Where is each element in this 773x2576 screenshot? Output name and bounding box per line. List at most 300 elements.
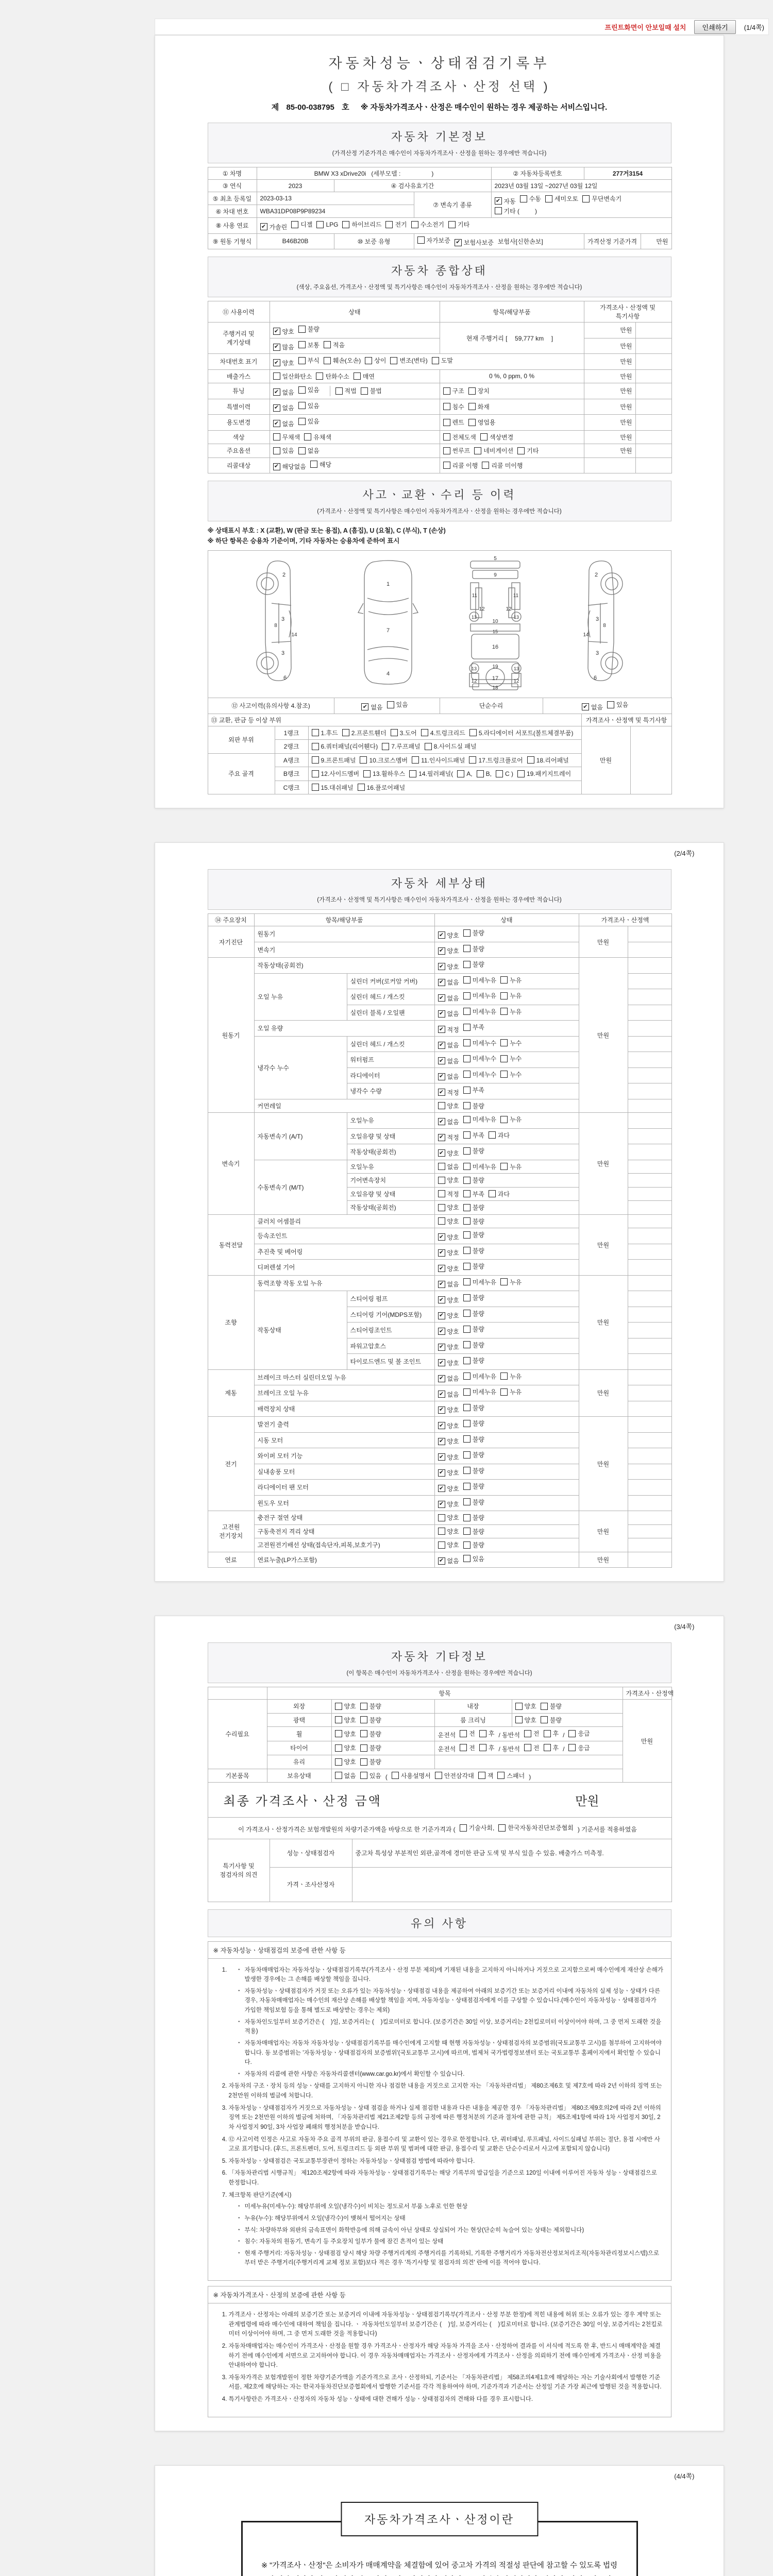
checkbox[interactable] [500, 1372, 522, 1381]
checkbox-label: 자동 [503, 197, 516, 205]
checkbox[interactable] [417, 236, 450, 245]
checkbox[interactable] [298, 401, 320, 410]
checkbox[interactable] [358, 783, 406, 792]
checkbox[interactable] [463, 1356, 484, 1365]
checkbox[interactable] [463, 1435, 484, 1444]
checkbox-checked[interactable] [273, 388, 294, 397]
checkbox[interactable] [354, 372, 375, 381]
checkbox-checked[interactable] [438, 1421, 459, 1430]
car-name-value: BMW X3 xDrive20i (세부모델 : ) [257, 167, 491, 180]
checkbox[interactable] [443, 461, 478, 470]
checkbox-checked[interactable] [438, 1359, 459, 1367]
checkbox[interactable] [298, 356, 320, 365]
checkbox[interactable] [409, 769, 453, 778]
checkbox-checked[interactable] [455, 238, 494, 247]
checkbox-checked[interactable] [438, 1296, 459, 1304]
checkbox-label: 불량 [369, 1730, 381, 1738]
checkbox[interactable] [500, 991, 522, 1000]
note-item [229, 2191, 664, 2268]
checkbox[interactable] [497, 1771, 525, 1780]
checkbox-icon [335, 1772, 342, 1779]
final-price-row [208, 1783, 671, 1818]
checkbox[interactable] [500, 1162, 522, 1171]
checkbox[interactable] [463, 1482, 484, 1490]
checkbox[interactable] [335, 1743, 356, 1752]
checkbox[interactable] [425, 742, 477, 751]
checkbox[interactable] [463, 1007, 496, 1016]
panel-8-left: 8 [274, 623, 277, 629]
checkbox[interactable] [517, 446, 539, 455]
checkbox-checked[interactable] [438, 1484, 459, 1493]
checkbox[interactable] [460, 1729, 475, 1738]
checkbox[interactable] [568, 1743, 590, 1752]
checkbox-label: 불량 [472, 1294, 484, 1301]
panel-7-roof: 7 [386, 628, 390, 634]
checkbox[interactable] [298, 341, 320, 349]
sub-item: 파워고압호스 [347, 1338, 434, 1354]
checkbox[interactable] [463, 1278, 496, 1286]
checkbox[interactable] [438, 1101, 459, 1110]
checkbox[interactable] [382, 742, 420, 751]
checkbox[interactable] [463, 1230, 484, 1239]
checkbox-checked[interactable] [438, 1009, 459, 1018]
checkbox-label: 전 [469, 1744, 475, 1752]
checkbox[interactable] [545, 194, 578, 203]
checkbox[interactable] [463, 1086, 484, 1094]
special-history-price: 만원 [584, 399, 635, 415]
checkbox[interactable] [360, 1743, 381, 1752]
checkbox[interactable] [360, 1730, 381, 1738]
checkbox[interactable] [312, 756, 356, 765]
checkbox-label: 일산화탄소 [282, 372, 312, 380]
checkbox-checked[interactable] [438, 994, 459, 1003]
checkbox-label: 후 [552, 1730, 559, 1737]
checkbox-checked[interactable] [438, 1468, 459, 1477]
checkbox[interactable] [411, 220, 444, 229]
checkbox[interactable] [495, 207, 537, 215]
checkbox[interactable] [463, 944, 484, 953]
checkbox[interactable] [463, 1246, 484, 1255]
checkbox[interactable] [335, 386, 357, 395]
checkbox[interactable] [335, 1771, 356, 1780]
print-button[interactable]: 인쇄하기 [694, 20, 735, 34]
checkbox[interactable] [463, 1325, 484, 1333]
checkbox[interactable] [463, 1554, 484, 1563]
note-item: 3. 자동차성능ㆍ상태점검자가 거짓으로 자동차성능ㆍ상태 점검을 하거나 실제 점검한 내용과 다른 내용을 제공한 경우 「자동차관리법」 제80조제9호의2에 따라 2년 이하의 징역 또는 2천만원 이하의 벌금에 처하며, 「자동차관리법 제21조제2항 등의 규정에 따른 행정처분의 기준과 절차에 관한 규칙」 제5조제1항에 따라 1차 사업정지 30일, 2차 사업정지 90일, 3차 사업장 폐쇄의 행정처분을 받습니다. [229, 2104, 664, 2132]
checkbox-checked[interactable] [438, 1088, 459, 1097]
checkbox[interactable] [489, 1190, 510, 1198]
checkbox-checked[interactable] [438, 1041, 459, 1049]
checkbox-icon [500, 976, 508, 984]
checkbox[interactable] [582, 194, 621, 203]
checkbox[interactable] [463, 1419, 484, 1428]
checkbox[interactable] [438, 1527, 459, 1536]
checkbox-checked[interactable] [438, 1264, 459, 1273]
checkbox-label: 양호 [447, 1359, 459, 1367]
checkbox-label: 장치 [477, 387, 490, 395]
notes-cell [628, 1552, 671, 1568]
top-margin [0, 0, 773, 19]
checkbox[interactable] [335, 1730, 356, 1738]
checkbox-label: 수소전기 [420, 221, 445, 228]
checkbox[interactable] [460, 1743, 475, 1752]
checkbox[interactable] [477, 770, 492, 777]
checkbox[interactable] [298, 385, 320, 394]
checkbox-checked[interactable] [438, 1500, 459, 1509]
item: 시동 모터 [254, 1432, 434, 1448]
exchange-parts-header: ⑬ 교환, 판금 등 이상 부위 [208, 714, 581, 726]
checkbox[interactable] [312, 728, 338, 737]
checkbox-label: 렌트 [452, 419, 464, 426]
checkbox-label: 불량 [472, 1147, 484, 1155]
sub-item: 실린더 블록 / 오일팬 [347, 1005, 434, 1021]
checkbox-label: 7.루프패널 [391, 743, 421, 750]
checkbox-icon [463, 1247, 470, 1254]
checkbox[interactable] [489, 1131, 510, 1140]
checkbox[interactable] [463, 991, 496, 1000]
checkbox-label: 양호 [447, 1249, 459, 1257]
checkbox[interactable] [541, 1702, 562, 1710]
checkbox[interactable] [463, 1176, 484, 1184]
checkbox-checked[interactable] [438, 1437, 459, 1446]
checkbox[interactable] [438, 1217, 459, 1226]
checkbox[interactable] [479, 1743, 495, 1752]
checkbox-label: 불량 [369, 1716, 381, 1724]
checkbox-label: 양호 [447, 1406, 459, 1414]
checkbox-icon [463, 1231, 470, 1239]
checkbox[interactable] [312, 769, 360, 778]
checkbox[interactable] [496, 770, 513, 777]
checkbox[interactable] [273, 433, 300, 442]
checkbox[interactable] [463, 1387, 496, 1396]
checkbox[interactable] [468, 386, 490, 395]
checkbox[interactable] [463, 1039, 496, 1047]
checkbox[interactable] [469, 728, 574, 737]
checkbox-label: 없음 [307, 447, 320, 454]
checkbox[interactable] [515, 1702, 536, 1710]
checkbox-checked[interactable] [438, 1057, 459, 1065]
checkbox[interactable] [324, 356, 361, 365]
checkbox-label: 16.플로어패널 [366, 784, 406, 791]
checkbox[interactable] [273, 446, 294, 455]
checkbox[interactable] [463, 1450, 484, 1459]
checkbox-icon [463, 1024, 470, 1031]
checkbox[interactable] [335, 1702, 356, 1710]
checkbox[interactable] [335, 1716, 356, 1724]
checkbox-label: 불량 [472, 1541, 484, 1549]
checkbox[interactable] [500, 1278, 522, 1286]
checkbox[interactable] [463, 1540, 484, 1549]
checkbox-checked[interactable] [273, 403, 294, 412]
checkbox-checked[interactable] [438, 1453, 459, 1462]
recall-state [270, 457, 440, 473]
checkbox-icon [432, 357, 439, 364]
checkbox[interactable] [463, 1115, 496, 1124]
checkbox[interactable] [360, 756, 408, 765]
checkbox-checked[interactable] [438, 1390, 459, 1399]
checkbox[interactable] [463, 1023, 484, 1031]
checkbox[interactable] [568, 1729, 590, 1738]
checkbox-icon [463, 1163, 470, 1170]
checkbox-checked[interactable] [273, 359, 294, 367]
checkbox[interactable] [460, 1823, 495, 1832]
note-item: 6. 「자동차관리법 시행규칙」 제120조제2항에 따라 자동차성능ㆍ상태점검기록부는 해당 기록부의 발급일을 기준으로 120일 이내에 이루어진 자동차 성능ㆍ상태점검으로 한정합니다. [229, 2168, 664, 2188]
checkbox[interactable] [463, 928, 484, 937]
checkbox[interactable] [463, 1309, 484, 1318]
checkbox[interactable] [360, 1716, 381, 1724]
checkbox-checked[interactable] [438, 1025, 459, 1034]
checkbox-label: 응급 [578, 1744, 590, 1752]
checkbox[interactable] [463, 1403, 484, 1412]
note-item: 3. 자동차가격은 보험개발원이 정한 차량기준가액을 기준가격으로 조사ㆍ산정하되, 기준서는 「자동차관리법」 제58조의4제1호에 해당하는 자는 기술사회에서 발행한 기준서를, 제2호에 해당하는 자는 한국자동차진단보증협회에서 발행한 기준서를 각각 적용하여야 하며, 기준가격과 기준서는 산정일 기준 가장 최근에 발행된 것을 적용합니다. [229, 2373, 664, 2392]
checkbox[interactable] [316, 221, 338, 228]
panel-11a: 11 [472, 593, 477, 599]
checkbox[interactable] [443, 446, 470, 455]
checkbox[interactable] [392, 1771, 431, 1780]
checkbox[interactable] [391, 728, 417, 737]
checkbox[interactable] [360, 1702, 381, 1710]
checkbox-icon [468, 387, 476, 395]
checkbox-checked[interactable] [273, 327, 294, 336]
checkbox[interactable] [463, 1054, 496, 1063]
checkbox[interactable] [291, 220, 312, 229]
checkbox[interactable] [500, 1054, 522, 1063]
checkbox-checked[interactable] [273, 419, 294, 428]
checkbox-icon [438, 1217, 445, 1225]
checkbox-icon: ✔ [273, 328, 280, 335]
checkbox[interactable] [298, 325, 320, 333]
checkbox[interactable] [360, 1757, 381, 1766]
checkbox[interactable] [342, 728, 386, 737]
checkbox[interactable] [312, 783, 354, 792]
state [434, 1538, 579, 1552]
checkbox[interactable] [463, 1498, 484, 1506]
inline-text: ] [551, 334, 553, 342]
checkbox[interactable] [515, 1716, 536, 1724]
checkbox[interactable] [421, 728, 465, 737]
checkbox-label: 양호 [447, 1514, 459, 1521]
checkbox[interactable] [544, 1743, 559, 1752]
checkbox[interactable] [412, 756, 465, 765]
checkbox-label: 후 [552, 1744, 559, 1752]
panel-9: 9 [493, 572, 497, 578]
checkbox-icon [411, 221, 418, 228]
rank2-label: 2랭크 [275, 740, 308, 754]
checkbox-label: 불량 [472, 1217, 484, 1225]
checkbox[interactable] [324, 341, 345, 349]
checkbox[interactable] [438, 1190, 459, 1198]
checkbox-icon [312, 784, 319, 791]
checkbox[interactable] [463, 1146, 484, 1155]
checkbox-checked[interactable] [438, 1248, 459, 1257]
checkbox[interactable] [438, 1203, 459, 1212]
checkbox[interactable] [463, 1341, 484, 1349]
checkbox[interactable] [498, 1823, 574, 1832]
checkbox[interactable] [443, 402, 464, 411]
checkbox[interactable] [387, 700, 408, 709]
checkbox[interactable] [316, 372, 349, 381]
checkbox[interactable] [438, 1513, 459, 1522]
checkbox[interactable] [443, 386, 464, 395]
checkbox[interactable] [438, 1162, 459, 1171]
checkbox-checked[interactable] [438, 1343, 459, 1351]
checkbox-label: 9.프론트패널 [321, 756, 356, 764]
checkbox[interactable] [500, 1039, 522, 1047]
checkbox-checked[interactable] [438, 1072, 459, 1081]
checkbox[interactable] [365, 356, 386, 365]
checkbox[interactable] [482, 461, 523, 470]
checkbox[interactable] [463, 1527, 484, 1536]
checkbox[interactable] [463, 1293, 484, 1302]
checkbox[interactable] [360, 1771, 381, 1780]
checkbox[interactable] [520, 194, 541, 203]
checkbox-checked[interactable] [260, 223, 288, 231]
checkbox[interactable] [544, 1729, 559, 1738]
checkbox-icon [298, 326, 306, 333]
checkbox[interactable] [390, 356, 427, 365]
checkbox[interactable] [361, 386, 382, 395]
checkbox-icon [468, 419, 476, 426]
checkbox[interactable] [385, 220, 407, 229]
checkbox[interactable] [527, 756, 569, 765]
checkbox-checked[interactable] [438, 946, 459, 955]
checkbox-checked[interactable] [582, 703, 603, 711]
checkbox-checked[interactable] [438, 1556, 459, 1565]
checkbox-checked[interactable] [438, 1133, 459, 1142]
checkbox[interactable] [298, 417, 320, 426]
checkbox-checked[interactable] [438, 1117, 459, 1126]
checkbox-checked[interactable] [438, 1149, 459, 1158]
wheel-state [331, 1727, 434, 1741]
checkbox-checked[interactable] [438, 1233, 459, 1242]
checkbox-checked[interactable] [273, 462, 306, 471]
checkbox[interactable] [474, 446, 513, 455]
checkbox[interactable] [463, 1070, 496, 1079]
checkbox-checked[interactable] [438, 1311, 459, 1320]
checkbox-icon [500, 1071, 508, 1078]
checkbox-checked[interactable] [438, 1280, 459, 1289]
checkbox[interactable] [363, 769, 405, 778]
checkbox-checked[interactable] [438, 1374, 459, 1383]
checkbox[interactable] [517, 769, 571, 778]
checkbox[interactable] [438, 1176, 459, 1184]
checkbox-checked[interactable] [438, 1405, 459, 1414]
checkbox[interactable] [463, 1101, 484, 1110]
checkbox-icon [298, 402, 306, 409]
checkbox[interactable] [448, 220, 469, 229]
checkbox-label: 불량 [369, 1758, 381, 1766]
checkbox[interactable] [304, 433, 331, 442]
state [434, 1338, 579, 1354]
checkbox[interactable] [463, 1190, 484, 1198]
checkbox[interactable] [500, 1070, 522, 1079]
checkbox[interactable] [432, 356, 453, 365]
checkbox-checked[interactable] [495, 197, 516, 206]
checkbox-label: 없음 [447, 1118, 459, 1126]
checkbox[interactable] [463, 1372, 496, 1381]
state [434, 1417, 579, 1433]
checkbox-label: 13.휠하우스 [373, 770, 406, 777]
checkbox-label: 불량 [472, 1498, 484, 1506]
checkbox[interactable] [457, 770, 472, 777]
checkbox[interactable] [468, 402, 490, 411]
checkbox[interactable] [480, 433, 513, 442]
checkbox-checked[interactable] [438, 1327, 459, 1336]
checkbox[interactable] [438, 1540, 459, 1549]
checkbox[interactable] [443, 433, 476, 442]
checkbox-icon [463, 1039, 470, 1046]
checkbox[interactable] [463, 1466, 484, 1475]
checkbox[interactable] [342, 220, 381, 229]
checkbox-label: 불량 [472, 1204, 484, 1211]
checkbox[interactable] [541, 1716, 562, 1724]
checkbox-label: 변조(변타) [399, 357, 428, 364]
price-header: 가격조사ㆍ산정액 [579, 914, 671, 926]
checkbox[interactable] [463, 960, 484, 969]
checkbox[interactable] [463, 1203, 484, 1212]
checkbox[interactable] [310, 460, 331, 469]
checkbox-checked[interactable] [438, 978, 459, 987]
notes-cell [628, 1187, 671, 1201]
checkbox-icon [568, 1744, 576, 1751]
checkbox-checked[interactable] [361, 703, 382, 711]
checkbox-label: 양호 [524, 1703, 536, 1710]
checkbox[interactable] [443, 418, 464, 427]
checkbox-checked[interactable] [273, 343, 294, 351]
checkbox[interactable] [435, 1771, 474, 1780]
checkbox[interactable] [469, 756, 523, 765]
checkbox-label: 6.쿼터패널(리어휀다) [321, 743, 378, 750]
checkbox-label: 양호 [447, 1422, 459, 1430]
checkbox[interactable] [607, 700, 628, 709]
final-price-basis [208, 1818, 671, 1839]
checkbox[interactable] [500, 976, 522, 985]
checkbox-label: 미세누수 [472, 1055, 497, 1062]
checkbox[interactable] [468, 418, 496, 427]
wheel-positions [434, 1727, 623, 1741]
checkbox[interactable] [463, 1262, 484, 1270]
checkbox[interactable] [524, 1729, 540, 1738]
checkbox[interactable] [273, 372, 312, 381]
checkbox[interactable] [463, 976, 496, 985]
checkbox-label: 4.트렁크리드 [430, 729, 465, 737]
checkbox[interactable] [298, 446, 320, 455]
checkbox[interactable] [500, 1007, 522, 1016]
sub-item: 실린더 커버(로커암 커버) [347, 973, 434, 989]
checkbox[interactable] [524, 1743, 540, 1752]
checkbox[interactable] [463, 1513, 484, 1522]
group-price: 만원 [579, 958, 628, 1113]
item: 작동상태(공회전) [254, 958, 434, 974]
notes-cell [628, 926, 671, 942]
checkbox-checked[interactable] [438, 931, 459, 940]
checkbox[interactable] [500, 1387, 522, 1396]
checkbox[interactable] [463, 1217, 484, 1226]
checkbox-label: 적정 [447, 1134, 459, 1141]
tuning-state [270, 383, 440, 399]
checkbox[interactable] [463, 1131, 484, 1140]
rank-price: 만원 [581, 726, 630, 794]
install-print-helper-link[interactable]: 프린트화면이 안보일때 설치 [604, 23, 686, 31]
checkbox[interactable] [463, 1162, 496, 1171]
checkbox[interactable] [500, 1115, 522, 1124]
checkbox[interactable] [479, 1729, 495, 1738]
notes-cell [628, 1005, 671, 1021]
checkbox[interactable] [335, 1757, 356, 1766]
checkbox[interactable] [312, 742, 378, 751]
checkbox-checked[interactable] [438, 962, 459, 971]
checkbox[interactable] [478, 1771, 494, 1780]
